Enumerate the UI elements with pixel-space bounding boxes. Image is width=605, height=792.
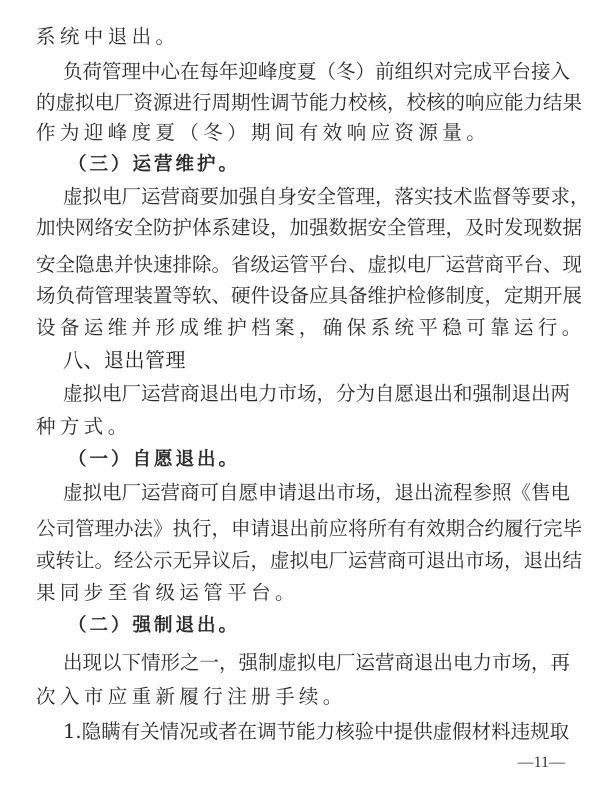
section-heading-voluntary-exit: （一）自愿退出。 [68, 449, 241, 470]
chapter-heading-exit-management: 八、退出管理 [63, 348, 186, 372]
paragraph-line: 次入市应重新履行注册手续。 [36, 685, 347, 708]
paragraph-line: 虚拟电厂运营商退出电力市场，分为自愿退出和强制退出两 [63, 382, 571, 405]
paragraph-line: 出现以下情形之一，强制虚拟电厂运营商退出电力市场，再 [63, 651, 571, 674]
paragraph-line: 或转让。经公示无异议后，虚拟电厂运营商可退出市场，退出结 [36, 549, 583, 572]
paragraph-line: 虚拟电厂运营商可自愿申请退出市场，退出流程参照《售电 [63, 481, 571, 504]
paragraph-line: 系统中退出。 [36, 25, 180, 48]
paragraph-line: 果同步至省级运管平台。 [36, 581, 299, 604]
paragraph-line: 加快网络安全防护体系建设，加强数据安全管理，及时发现数据 [36, 216, 583, 239]
paragraph-line: 公司管理办法》执行，申请退出前应将所有有效期合约履行完毕 [36, 517, 583, 540]
section-heading-forced-exit: （二）强制退出。 [68, 615, 241, 636]
page-number: —11— [517, 754, 565, 771]
paragraph-line: 场负荷管理装置等软、硬件设备应具备维护检修制度，定期开展 [36, 284, 583, 307]
paragraph-line: 虚拟电厂运营商要加强自身安全管理，落实技术监督等要求， [63, 185, 590, 208]
paragraph-line: 安全隐患并快速排除。省级运管平台、虚拟电厂运营商平台、现 [36, 253, 583, 276]
list-item-line: 1.隐瞒有关情况或者在调节能力核验中提供虚假材料违规取 [63, 720, 570, 743]
paragraph-line: 作为迎峰度夏（冬）期间有效响应资源量。 [36, 121, 491, 144]
paragraph-line: 种方式。 [36, 415, 132, 438]
paragraph-line: 设备运维并形成维护档案，确保系统平稳可靠运行。 [36, 316, 586, 339]
paragraph-line: 的虚拟电厂资源进行周期性调节能力校核，校核的响应能力结果 [36, 91, 583, 114]
paragraph-line: 负荷管理中心在每年迎峰度夏（冬）前组织对完成平台接入 [63, 60, 571, 83]
section-heading-operation-maintenance: （三）运营维护。 [68, 154, 241, 175]
